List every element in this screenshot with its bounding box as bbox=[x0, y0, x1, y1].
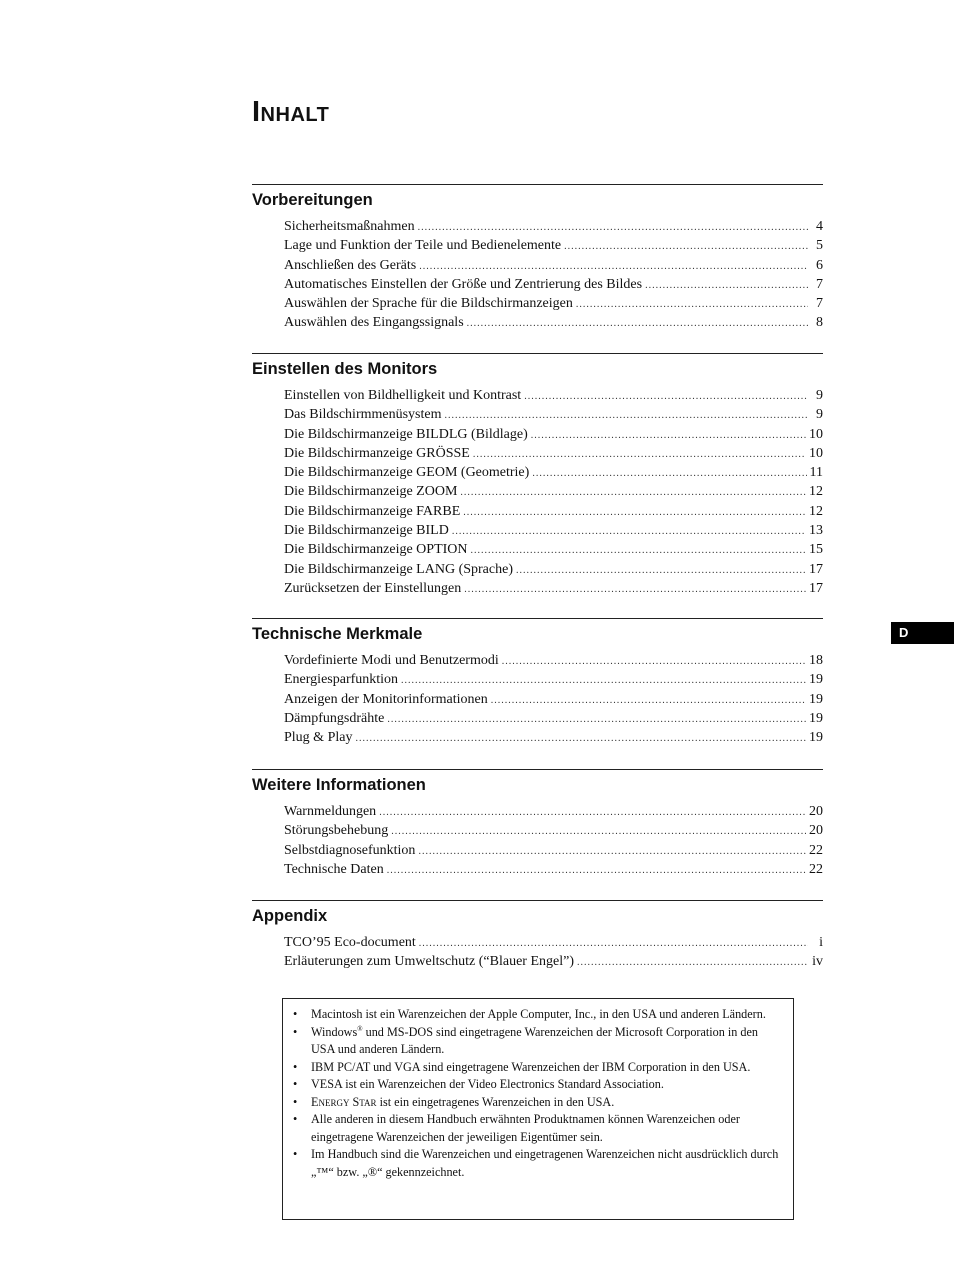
language-tab: D bbox=[891, 622, 954, 644]
toc-leader-dots bbox=[645, 276, 808, 295]
toc-leader-dots bbox=[355, 729, 806, 748]
trademark-note bbox=[293, 1006, 781, 1024]
toc-leader-dots bbox=[532, 464, 806, 483]
toc-entry[interactable] bbox=[284, 217, 823, 236]
note-text: Im Handbuch sind die Warenzeichen und eingetragenen Warenzeichen nicht ausdrücklich durch „™“ bzw. „®“ gekennzeichnet. bbox=[311, 1147, 779, 1179]
toc-entry[interactable] bbox=[284, 386, 823, 405]
toc-entry-page: 17 bbox=[809, 561, 823, 577]
toc-entry[interactable] bbox=[284, 952, 823, 971]
bullet-icon: • bbox=[293, 1094, 298, 1109]
toc-entry-page: 10 bbox=[809, 445, 823, 461]
toc-entry[interactable] bbox=[284, 560, 823, 579]
toc-entry[interactable] bbox=[284, 841, 823, 860]
toc-entry[interactable] bbox=[284, 313, 823, 332]
section-heading: Appendix bbox=[252, 907, 328, 925]
toc-entry-page: 10 bbox=[809, 426, 823, 442]
toc-section-einstellen bbox=[252, 353, 823, 598]
toc-leader-dots bbox=[418, 218, 808, 237]
note-text: und MS-DOS sind eingetragene Warenzeichen der Microsoft Corporation in den USA und anderen Ländern. bbox=[311, 1024, 759, 1056]
toc-entry-title: Die Bildschirmanzeige ZOOM bbox=[284, 484, 458, 500]
toc-leader-dots bbox=[419, 934, 808, 953]
bullet-icon: • bbox=[293, 1112, 298, 1126]
bullet-icon: • bbox=[293, 1007, 298, 1021]
toc-entry-page: 7 bbox=[816, 296, 823, 312]
toc-entry-page: 19 bbox=[809, 672, 823, 688]
toc-entry-page: 19 bbox=[809, 691, 823, 707]
toc-entry-page: 9 bbox=[816, 388, 823, 403]
toc-entry-title: Die Bildschirmanzeige LANG (Sprache) bbox=[284, 561, 513, 577]
toc-leader-dots bbox=[576, 295, 808, 314]
toc-entry[interactable] bbox=[284, 821, 823, 840]
toc-entry-page: 20 bbox=[809, 823, 823, 839]
toc-entry-page: 19 bbox=[809, 710, 823, 726]
toc-entry-page: 11 bbox=[809, 465, 823, 481]
toc-entry-page: 12 bbox=[809, 503, 823, 519]
toc-entry[interactable] bbox=[284, 256, 823, 275]
note-text: VESA ist ein Warenzeichen der Video Electronics Standard Association. bbox=[311, 1077, 664, 1091]
toc-entry-page: 8 bbox=[816, 315, 823, 331]
toc-list bbox=[252, 933, 823, 972]
toc-entry-page: 22 bbox=[809, 842, 823, 858]
toc-entry-page: iv bbox=[812, 954, 823, 970]
toc-entry-page: 17 bbox=[809, 580, 823, 596]
toc-entry-title: Anzeigen der Monitorinformationen bbox=[284, 691, 488, 707]
toc-leader-dots bbox=[387, 861, 806, 880]
toc-leader-dots bbox=[418, 842, 806, 861]
toc-entry-title: Die Bildschirmanzeige FARBE bbox=[284, 503, 461, 519]
toc-entry-title: Sicherheitsmaßnahmen bbox=[284, 219, 415, 234]
note-text: Windows bbox=[311, 1024, 358, 1039]
toc-leader-dots bbox=[401, 671, 806, 690]
toc-leader-dots bbox=[516, 561, 806, 580]
toc-entry-title: Die Bildschirmanzeige BILDLG (Bildlage) bbox=[284, 426, 528, 442]
toc-leader-dots bbox=[531, 426, 806, 445]
toc-leader-dots bbox=[463, 503, 806, 522]
toc-entry-page: 9 bbox=[816, 407, 823, 423]
toc-entry[interactable] bbox=[284, 405, 823, 424]
toc-section-technische-merkmale bbox=[252, 618, 823, 747]
toc-entry-title: Zurücksetzen der Einstellungen bbox=[284, 580, 462, 596]
trademark-note bbox=[293, 1059, 781, 1077]
toc-entry[interactable] bbox=[284, 521, 823, 540]
bullet-icon: • bbox=[293, 1024, 298, 1039]
toc-entry-page: 20 bbox=[809, 804, 823, 819]
toc-entry[interactable] bbox=[284, 690, 823, 709]
toc-entry[interactable] bbox=[284, 425, 823, 444]
registered-mark: ® bbox=[357, 1024, 363, 1033]
toc-entry-page: 22 bbox=[809, 861, 823, 877]
toc-entry-title: Erläuterungen zum Umweltschutz (“Blauer Engel”) bbox=[284, 954, 574, 970]
toc-entry-title: Selbstdiagnosefunktion bbox=[284, 842, 416, 858]
toc-entry[interactable] bbox=[284, 728, 823, 747]
toc-entry[interactable] bbox=[284, 444, 823, 463]
toc-entry-title: Dämpfungsdrähte bbox=[284, 710, 385, 726]
trademark-notes-box bbox=[282, 998, 794, 1220]
toc-leader-dots bbox=[467, 314, 808, 333]
toc-list bbox=[252, 651, 823, 747]
toc-entry-page: 6 bbox=[816, 257, 823, 273]
toc-entry-page: 18 bbox=[809, 653, 823, 668]
toc-leader-dots bbox=[502, 652, 806, 671]
toc-entry-title: Die Bildschirmanzeige OPTION bbox=[284, 542, 468, 558]
toc-entry-page: 12 bbox=[809, 484, 823, 500]
toc-entry-title: Die Bildschirmanzeige GEOM (Geometrie) bbox=[284, 465, 530, 481]
toc-entry-title: Lage und Funktion der Teile und Bedienelemente bbox=[284, 238, 562, 254]
toc-leader-dots bbox=[473, 445, 806, 464]
section-heading: Einstellen des Monitors bbox=[252, 360, 438, 378]
trademark-note bbox=[293, 1094, 781, 1112]
toc-leader-dots bbox=[445, 406, 809, 425]
toc-entry-title: Plug & Play bbox=[284, 730, 353, 746]
page-title: Inhalt bbox=[252, 96, 330, 128]
toc-leader-dots bbox=[387, 710, 806, 729]
toc-entry[interactable] bbox=[284, 275, 823, 294]
toc-entry-page: 4 bbox=[816, 219, 823, 234]
toc-entry-title: Auswählen des Eingangssignals bbox=[284, 315, 464, 331]
note-text: Alle anderen in diesem Handbuch erwähnten Produktnamen können Warenzeichen oder eingetragene Warenzeichen der jeweiligen Eigentümer sein. bbox=[311, 1112, 740, 1144]
toc-leader-dots bbox=[460, 483, 806, 502]
toc-entry[interactable] bbox=[284, 651, 823, 670]
section-heading: Weitere Informationen bbox=[252, 776, 426, 794]
toc-entry[interactable] bbox=[284, 579, 823, 598]
toc-leader-dots bbox=[491, 691, 806, 710]
toc-entry-title: TCO’95 Eco-document bbox=[284, 935, 416, 950]
toc-entry-page: 5 bbox=[816, 238, 823, 254]
toc-section-weitere-informationen bbox=[252, 769, 823, 879]
toc-list bbox=[252, 802, 823, 879]
toc-entry[interactable] bbox=[284, 860, 823, 879]
toc-entry[interactable] bbox=[284, 709, 823, 728]
toc-entry-title: Anschließen des Geräts bbox=[284, 257, 417, 273]
toc-entry[interactable] bbox=[284, 463, 823, 482]
toc-leader-dots bbox=[452, 522, 806, 541]
toc-entry-title: Energiesparfunktion bbox=[284, 672, 399, 688]
energy-star-name: Energy Star bbox=[311, 1094, 377, 1109]
toc-entry-title: Störungsbehebung bbox=[284, 823, 389, 839]
trademark-note bbox=[293, 1024, 781, 1059]
toc-entry[interactable] bbox=[284, 236, 823, 255]
toc-entry-page: 13 bbox=[809, 523, 823, 539]
bullet-icon: • bbox=[293, 1147, 298, 1161]
toc-list bbox=[252, 217, 823, 333]
trademark-note bbox=[293, 1146, 781, 1181]
toc-entry-page: 15 bbox=[809, 542, 823, 558]
toc-leader-dots bbox=[391, 822, 806, 841]
toc-entry-title: Die Bildschirmanzeige GRÖSSE bbox=[284, 445, 470, 461]
toc-entry-page: 19 bbox=[809, 730, 823, 746]
bullet-icon: • bbox=[293, 1077, 298, 1091]
toc-entry[interactable] bbox=[284, 294, 823, 313]
toc-leader-dots bbox=[379, 803, 806, 822]
toc-entry[interactable] bbox=[284, 540, 823, 559]
toc-entry-title: Die Bildschirmanzeige BILD bbox=[284, 523, 449, 539]
trademark-notes-list bbox=[293, 1006, 781, 1181]
toc-entry[interactable] bbox=[284, 933, 823, 952]
toc-entry[interactable] bbox=[284, 670, 823, 689]
trademark-note bbox=[293, 1076, 781, 1094]
toc-leader-dots bbox=[419, 257, 808, 276]
toc-section-vorbereitungen bbox=[252, 184, 823, 333]
toc-list bbox=[252, 386, 823, 598]
toc-leader-dots bbox=[464, 580, 806, 599]
note-text: Macintosh ist ein Warenzeichen der Apple Computer, Inc., in den USA und anderen Ländern. bbox=[311, 1007, 766, 1021]
note-text: IBM PC/AT und VGA sind eingetragene Warenzeichen der IBM Corporation in den USA. bbox=[311, 1059, 751, 1074]
note-text: ist ein eingetragenes Warenzeichen in den USA. bbox=[376, 1094, 615, 1109]
toc-leader-dots bbox=[577, 953, 808, 972]
toc-entry-title: Warnmeldungen bbox=[284, 804, 377, 819]
toc-entry-title: Einstellen von Bildhelligkeit und Kontrast bbox=[284, 388, 522, 403]
toc-entry-title: Auswählen der Sprache für die Bildschirmanzeigen bbox=[284, 296, 573, 312]
toc-leader-dots bbox=[524, 387, 808, 406]
bullet-icon: • bbox=[293, 1059, 298, 1074]
toc-leader-dots bbox=[564, 237, 808, 256]
toc-entry-title: Das Bildschirmmenüsystem bbox=[284, 407, 442, 423]
section-heading: Technische Merkmale bbox=[252, 625, 423, 643]
toc-entry-title: Technische Daten bbox=[284, 861, 384, 877]
toc-entry-title: Vordefinierte Modi und Benutzermodi bbox=[284, 653, 499, 668]
toc-entry-title: Automatisches Einstellen der Größe und Zentrierung des Bildes bbox=[284, 276, 643, 292]
trademark-note bbox=[293, 1111, 781, 1146]
toc-entry[interactable] bbox=[284, 802, 823, 821]
toc-leader-dots bbox=[471, 541, 806, 560]
toc-entry[interactable] bbox=[284, 502, 823, 521]
toc-section-appendix bbox=[252, 900, 823, 972]
toc-entry-page: i bbox=[819, 935, 823, 950]
toc-entry[interactable] bbox=[284, 482, 823, 501]
section-heading: Vorbereitungen bbox=[252, 191, 373, 209]
toc-entry-page: 7 bbox=[816, 276, 823, 292]
